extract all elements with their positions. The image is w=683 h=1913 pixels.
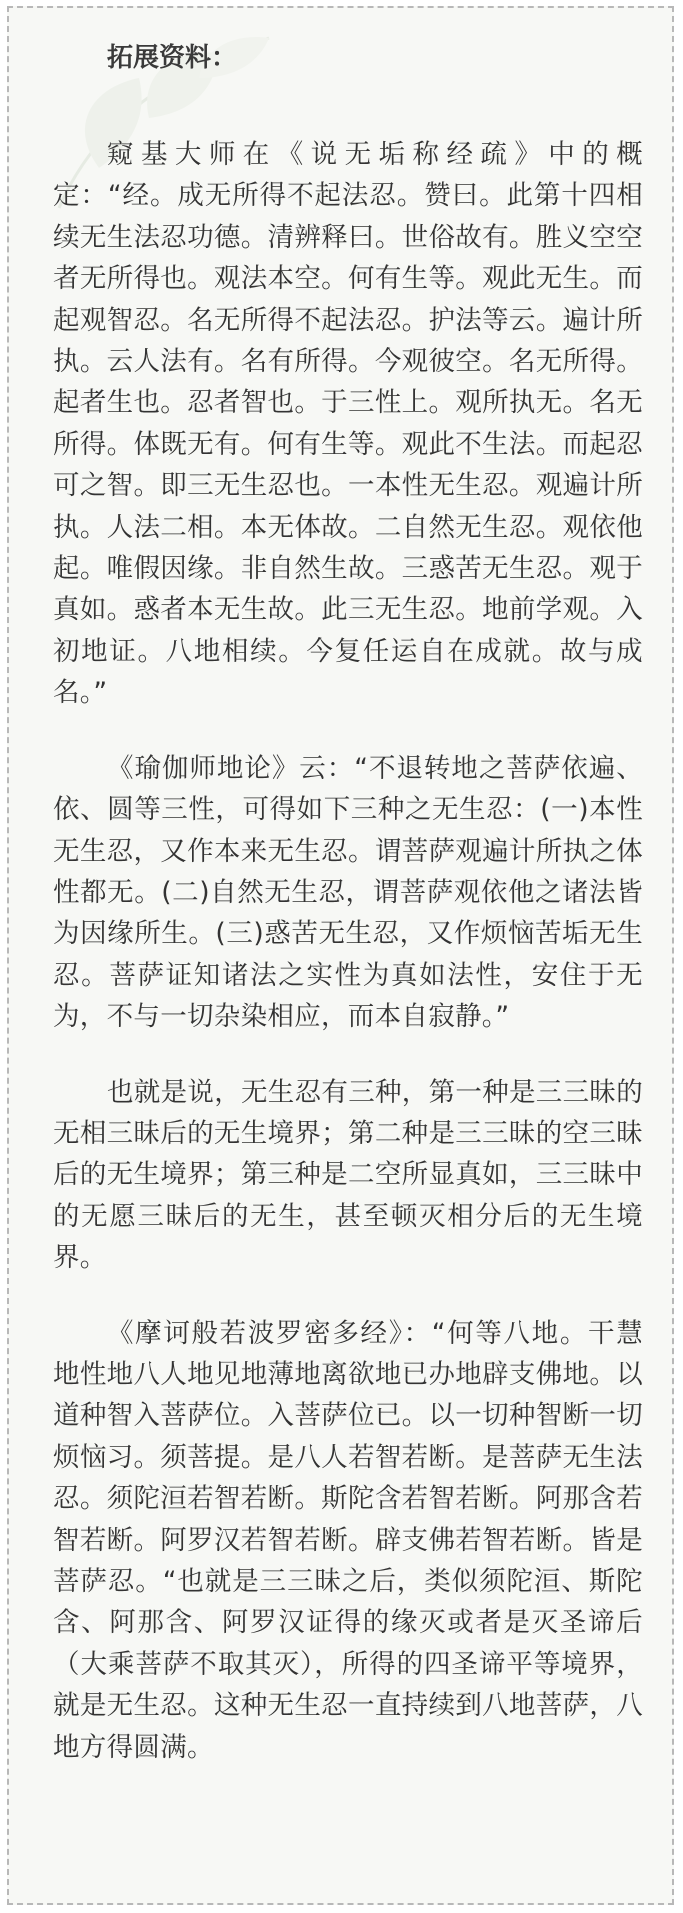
paragraph-prajnaparamita-sutra: 《摩诃般若波罗密多经》：“何等八地。干慧地性地八人地见地薄地离欲地已办地辟支佛地。以道种智入菩萨位。入菩萨位已。以一切种智断一切烦恼习。须菩提。是八人若智若断。是菩萨无生法忍。须陀洹若智若断。斯陀含若智若断。阿那含若智若断。阿罗汉若智若断。辟支佛若智若断。皆是菩萨忍。“也就是三三昧之后，类似须陀洹、斯陀含、阿那含、阿罗汉证得的缘灭或者是灭圣谛后（大乘菩萨不取其灭），所得的四圣谛平等境界，就是无生忍。这种无生忍一直持续到八地菩萨，八地方得圆满。 (53, 1317, 643, 1763)
paragraph-kuiji-commentary: 窥基大师在《说无垢称经疏》中的概定：“经。成无所得不起法忍。赞曰。此第十四相续无生法忍功德。清辨释曰。世俗故有。胜义空空者无所得也。观法本空。何有生等。观此无生。而起观智忍。名无所得不起法忍。护法等云。遍计所执。云人法有。名有所得。今观彼空。名无所得。起者生也。忍者智也。于三性上。观所执无。名无所得。体既无有。何有生等。观此不生法。而起忍可之智。即三无生忍也。一本性无生忍。观遍计所执。人法二相。本无体故。二自然无生忍。观依他起。唯假因缘。非自然生故。三惑苦无生忍。观于真如。惑者本无生故。此三无生忍。地前学观。入初地证。八地相续。今复任运自在成就。故与成名。” (53, 139, 643, 709)
extended-material-heading: 拓展资料： (107, 43, 238, 73)
paragraph-summary: 也就是说，无生忍有三种，第一种是三三昧的无相三昧后的无生境界；第二种是三三昧的空三昧后的无生境界；第三种是二空所显真如，三三昧中的无愿三昧后的无生，甚至顿灭相分后的无生境界。 (53, 1076, 643, 1274)
article-content (53, 38, 643, 1768)
article-frame (7, 6, 674, 1905)
paragraph-yogacara-treatise: 《瑜伽师地论》云：“不退转地之菩萨依遍、依、圆等三性，可得如下三种之无生忍：(一)本性无生忍，又作本来无生忍。谓菩萨观遍计所执之体性都无。(二)自然无生忍，谓菩萨观依他之诸法皆为因缘所生。(三)惑苦无生忍，又作烦恼苦垢无生忍。菩萨证知诸法之实性为真如法性，安住于无为，不与一切杂染相应，而本自寂静。” (53, 752, 643, 1033)
